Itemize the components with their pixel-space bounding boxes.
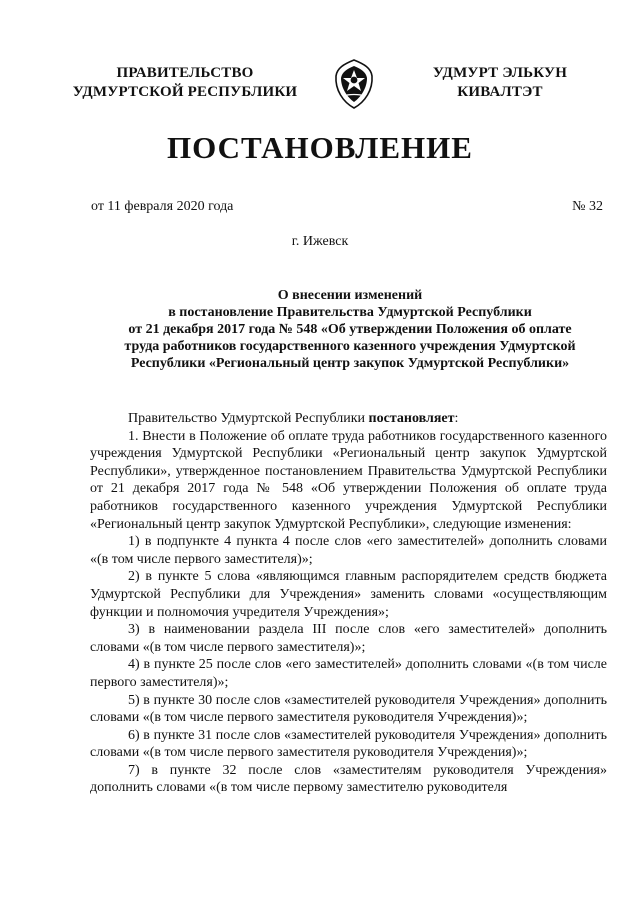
issuer-line: УДМУРТСКОЙ РЕСПУБЛИКИ [72, 84, 298, 100]
subject-line: Республики «Региональный центр закупок Удмуртской Республики» [130, 356, 570, 371]
subject-line: труда работников государственного казенного учреждения Удмуртской [124, 339, 576, 354]
document-subject [90, 287, 610, 372]
issuer-line: ПРАВИТЕЛЬСТВО [116, 65, 254, 81]
coat-of-arms-emblem [334, 58, 374, 110]
preamble-paragraph [90, 410, 607, 428]
subject-line: от 21 декабря 2017 года № 548 «Об утверждении Положения об оплате [128, 322, 572, 337]
issuer-line: УДМУРТ ЭЛЬКУН [432, 65, 568, 81]
body-paragraph: 3) в наименовании раздела III после слов «его заместителей» дополнить словами «(в том числе первого заместителя)»; [90, 622, 607, 655]
document-body [90, 410, 607, 797]
body-paragraph: 5) в пункте 30 после слов «заместителей руководителя Учреждения» дополнить словами «(в том числе первого заместителя руководителя Учреждения)»; [90, 692, 607, 726]
body-paragraph: 4) в пункте 25 после слов «его заместителей» дополнить словами «(в том числе первого заместителя)»; [90, 657, 607, 690]
body-paragraph: 2) в пункте 5 слова «являющимся главным распорядителем средств бюджета Удмуртской Республики для Учреждения» заменить словами «осуществляющим функции и полномочия учредителя Учреждения»; [90, 569, 607, 620]
subject-line: в постановление Правительства Удмуртской Республики [168, 305, 532, 320]
subject-line: О внесении изменений [277, 288, 423, 303]
body-paragraph: 1) в подпункте 4 пункта 4 после слов «его заместителей» дополнить словами «(в том числе первого заместителя)»; [90, 534, 607, 567]
issuer-name-udmurt [400, 64, 600, 102]
body-paragraph: 1. Внести в Положение об оплате труда работников государственного казенного учреждения Удмуртской Республики «Региональный центр закупок Удмуртской Республики», утвержденное постановлением Правительства Удмуртской Республики от 21 декабря 2017 года № 548 «Об утверждении Положения об оплате труда работников государственного казенного учреждения Удмуртской Республики «Региональный центр закупок Удмуртской Республики», следующие изменения: [90, 428, 607, 532]
issuer-name-russian [60, 64, 310, 102]
preamble-keyword: постановляет [368, 411, 455, 426]
preamble-text: Правительство Удмуртской Республики [128, 411, 369, 426]
document-type-title: ПОСТАНОВЛЕНИЕ [167, 130, 473, 165]
document-number: № 32 [572, 199, 603, 214]
preamble-colon: : [454, 411, 459, 426]
body-paragraph: 7) в пункте 32 после слов «заместителям руководителя Учреждения» дополнить словами «(в том числе первому заместителю руководителя [90, 762, 607, 796]
document-city: г. Ижевск [291, 234, 349, 249]
issuer-line: КИВАЛТЭТ [457, 84, 543, 100]
body-paragraph: 6) в пункте 31 после слов «заместителей руководителя Учреждения» дополнить словами «(в том числе первого заместителя руководителя Учреждения)»; [90, 727, 607, 761]
document-date: от 11 февраля 2020 года [91, 199, 234, 214]
